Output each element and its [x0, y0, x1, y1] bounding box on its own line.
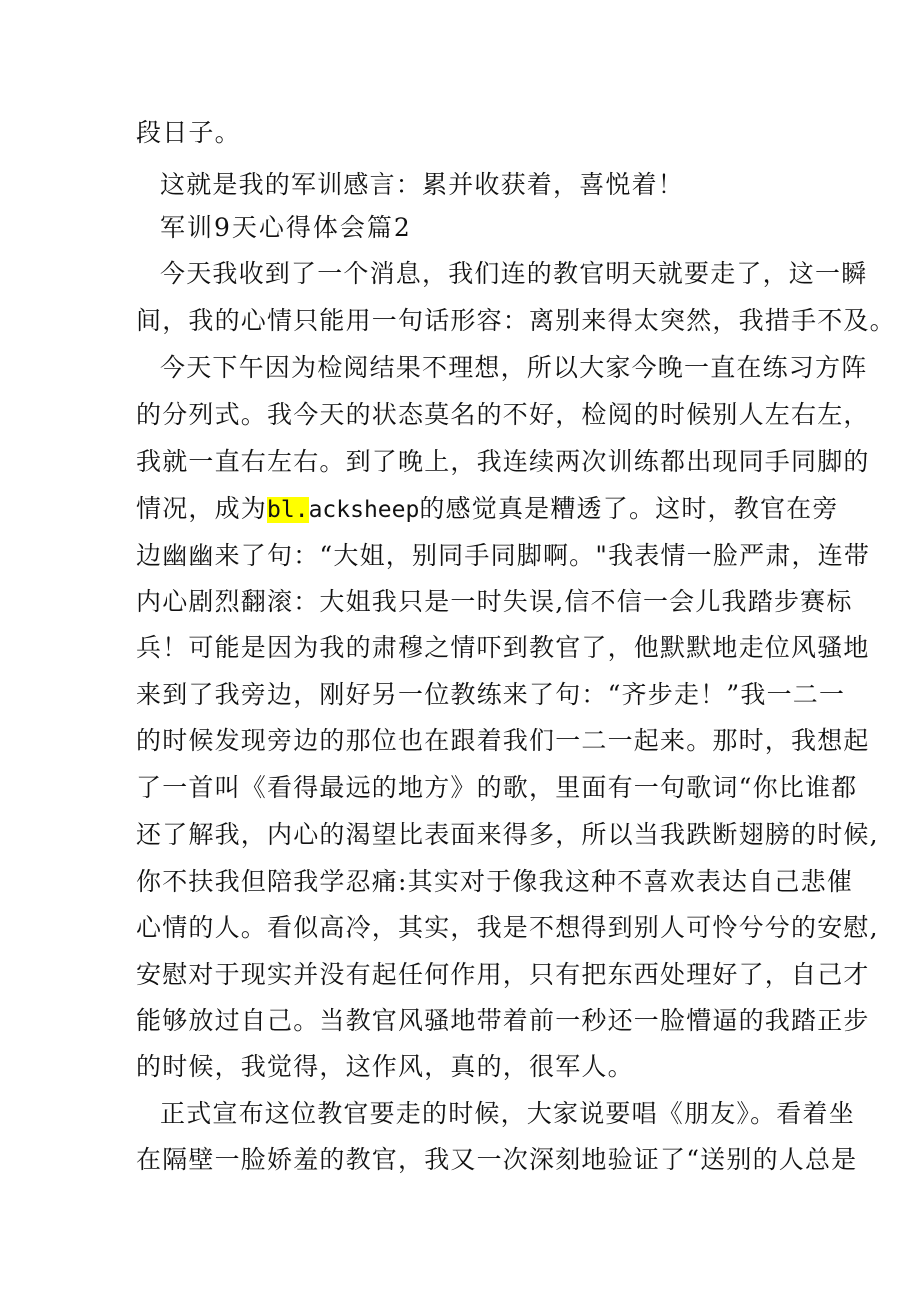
- highlighted-text: bl.: [267, 497, 309, 523]
- paragraph-line: 我就一直右左右。到了晚上，我连续两次训练都出现同手同脚的: [136, 447, 870, 476]
- paragraph-line: 今天下午因为检阅结果不理想，所以大家今晚一直在练习方阵: [160, 353, 868, 382]
- paragraph-line: 边幽幽来了句：“大姐，别同手同脚啊。"我表情一脸严肃，连带: [136, 541, 871, 570]
- paragraph-line: 段日子。: [136, 118, 241, 147]
- paragraph-line: 内心剧烈翻滚：大姐我只是一时失误,信不信一会儿我踏步赛标: [136, 587, 853, 616]
- paragraph-line: 还了解我，内心的渴望比表面来得多，所以当我跌断翅膀的时候,: [136, 820, 879, 849]
- paragraph-line: 来到了我旁边，刚好另一位教练来了句：“齐步走！”我一二一: [136, 680, 846, 709]
- paragraph-line: [136, 492, 839, 527]
- paragraph-line: 今天我收到了一个消息，我们连的教官明天就要走了，这一瞬: [160, 259, 868, 288]
- paragraph-line: 了一首叫《看得最远的地方》的歌，里面有一句歌词“你比谁都: [136, 773, 858, 802]
- paragraph-line: 安慰对于现实并没有起任何作用，只有把东西处理好了，自己才: [136, 960, 870, 989]
- paragraph-line: 心情的人。看似高冷，其实，我是不想得到别人可怜兮兮的安慰,: [136, 913, 879, 942]
- paragraph-line: 间，我的心情只能用一句话形容：离别来得太突然，我措手不及。: [136, 306, 896, 335]
- line-text: 情况，成为: [136, 494, 268, 523]
- paragraph-line: 的分列式。我今天的状态莫名的不好，检阅的时候别人左右左，: [136, 400, 870, 429]
- line-text: acksheep: [308, 497, 420, 523]
- paragraph-line: 能够放过自己。当教官风骚地带着前一秒还一脸懵逼的我踏正步: [136, 1006, 870, 1035]
- paragraph-line: 这就是我的军训感言：累并收获着，喜悦着！: [160, 170, 685, 199]
- paragraph-line: 的时候，我觉得，这作风，真的，很军人。: [136, 1052, 634, 1081]
- section-heading: 军训9天心得体会篇2: [160, 213, 412, 242]
- paragraph-line: 在隔壁一脸娇羞的教官，我又一次深刻地验证了“送别的人总是: [136, 1145, 858, 1174]
- paragraph-line: 你不扶我但陪我学忍痛:其实对于像我这种不喜欢表达自己悲催: [136, 867, 854, 896]
- paragraph-line: 正式宣布这位教官要走的时候，大家说要唱《朋友》。看着坐: [160, 1099, 855, 1128]
- line-text: 的感觉真是糟透了。这时，教官在旁: [419, 494, 839, 523]
- paragraph-line: 的时候发现旁边的那位也在跟着我们一二一起来。那时，我想起: [136, 726, 870, 755]
- paragraph-line: 兵！可能是因为我的肃穆之情吓到教官了，他默默地走位风骚地: [136, 633, 870, 662]
